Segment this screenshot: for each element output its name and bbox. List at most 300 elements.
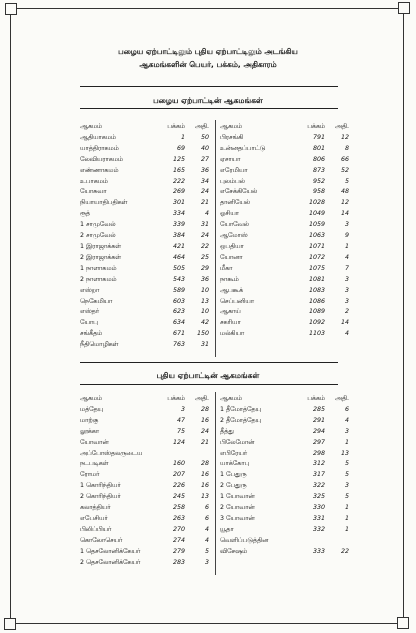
table-row xyxy=(80,481,209,492)
chapter-count: 12 xyxy=(340,133,349,141)
table-row xyxy=(80,242,209,253)
table-row xyxy=(220,416,349,427)
page-number: 75 xyxy=(176,427,185,435)
table-row xyxy=(220,264,349,275)
chapter-count: 22 xyxy=(200,242,209,250)
chapter-count: 36 xyxy=(200,275,209,283)
table-row xyxy=(220,177,349,188)
book-name xyxy=(220,558,297,569)
chapter-count: 40 xyxy=(200,144,209,152)
chapter-count: 24 xyxy=(200,427,209,435)
book-name: 2 சாமுவேல் xyxy=(80,232,116,240)
chapter-count: 36 xyxy=(200,166,209,174)
page-number: 1063 xyxy=(308,232,325,240)
page-number: 421 xyxy=(172,242,185,250)
book-name: லூக்கா xyxy=(80,427,100,435)
chapter-count: 31 xyxy=(200,221,209,229)
page-number: 285 xyxy=(312,405,325,413)
chapter-count: 1 xyxy=(344,242,349,250)
table-row xyxy=(80,166,209,177)
column-header-name: ஆகமம் xyxy=(220,395,243,402)
page-number: 1049 xyxy=(308,210,325,218)
table-row xyxy=(80,275,209,286)
table-row xyxy=(220,525,349,536)
page-number: 334 xyxy=(172,210,185,218)
table-row xyxy=(80,231,209,242)
page-number: 47 xyxy=(176,416,185,424)
book-name: கொலோசெயர் xyxy=(80,536,123,544)
book-name: ரூத் xyxy=(80,210,91,218)
chapter-count: 5 xyxy=(344,177,349,185)
page-number: 312 xyxy=(312,460,325,468)
page-number: 160 xyxy=(172,460,185,468)
book-name: எஸ்றா xyxy=(80,286,100,294)
chapter-count: 3 xyxy=(344,275,349,283)
chapter-count xyxy=(325,558,349,569)
page-number: 298 xyxy=(312,449,325,457)
new-testament-right-table xyxy=(220,394,349,568)
book-name: 1 பேதுரு xyxy=(220,471,247,479)
table-row xyxy=(80,340,209,351)
table-header-row xyxy=(220,122,349,133)
table-row xyxy=(220,438,349,449)
book-name: ஏசாயா xyxy=(220,155,241,163)
book-name: அப்போஸ்தலருடைய xyxy=(80,449,143,457)
book-name: எண்ணாகமம் xyxy=(80,166,119,174)
book-name: ரோமர் xyxy=(80,471,100,479)
table-row xyxy=(80,514,209,525)
book-name: 2 யோவான் xyxy=(220,504,255,512)
page-number: 1092 xyxy=(308,319,325,327)
book-name: 2 பேதுரு xyxy=(220,482,247,490)
page-number: 952 xyxy=(312,177,325,185)
table-row xyxy=(80,503,209,514)
book-name: ஆகாய் xyxy=(220,308,241,316)
table-row xyxy=(220,155,349,166)
page-number: 1081 xyxy=(308,275,325,283)
book-name: நியாயாதிபதிகள் xyxy=(80,199,128,207)
page-number: 958 xyxy=(312,188,325,196)
page-number: 330 xyxy=(312,504,325,512)
table-row xyxy=(220,481,349,492)
chapter-count: 13 xyxy=(200,297,209,305)
page-number: 873 xyxy=(312,166,325,174)
table-row xyxy=(80,286,209,297)
table-row xyxy=(220,470,349,481)
table-row xyxy=(80,558,209,569)
page-number: 322 xyxy=(312,482,325,490)
book-name: யாத்திராகமம் xyxy=(80,144,119,152)
book-name: செப்பனியா xyxy=(220,297,254,305)
book-name: புலம்பல் xyxy=(220,177,245,185)
column-header-chapters: அதி. xyxy=(334,123,349,130)
table-row xyxy=(80,525,209,536)
chapter-count: 3 xyxy=(344,221,349,229)
chapter-count: 42 xyxy=(200,319,209,327)
chapter-count: 4 xyxy=(204,525,209,533)
chapter-count: 48 xyxy=(340,188,349,196)
book-name: நடபடிகள் xyxy=(80,460,109,468)
page-number: 291 xyxy=(312,416,325,424)
page-number: 806 xyxy=(312,155,325,163)
page-number: 333 xyxy=(312,547,325,555)
chapter-count: 3 xyxy=(344,297,349,305)
book-name: யோவேல் xyxy=(220,221,249,229)
book-name: பிலேமோன் xyxy=(220,438,255,446)
page-number: 301 xyxy=(172,199,185,207)
table-row xyxy=(220,514,349,525)
table-header-row xyxy=(220,394,349,405)
page-number: 589 xyxy=(172,286,185,294)
column-header-page: பக்கம் xyxy=(307,123,325,130)
chapter-count: 150 xyxy=(196,330,209,338)
page-number: 791 xyxy=(312,133,325,141)
page-number: 297 xyxy=(312,438,325,446)
book-name: பிரசங்கி xyxy=(220,133,244,141)
table-row xyxy=(220,427,349,438)
book-name: 2 கொரிந்தியர் xyxy=(80,493,121,501)
table-row xyxy=(220,449,349,460)
page-number: 245 xyxy=(172,493,185,501)
table-row xyxy=(80,187,209,198)
book-name: எபிரேயர் xyxy=(220,449,248,457)
page-number: 332 xyxy=(312,525,325,533)
book-name: நீதிமொழிகள் xyxy=(80,341,119,349)
table-row xyxy=(80,459,209,470)
book-name: 1 தீமோத்தேயு xyxy=(220,405,262,413)
page-number: 1075 xyxy=(308,264,325,272)
table-row xyxy=(220,166,349,177)
book-name: மாற்கு xyxy=(80,416,99,424)
chapter-count: 50 xyxy=(200,133,209,141)
chapter-count: 24 xyxy=(200,232,209,240)
page-number: 222 xyxy=(172,177,185,185)
chapter-count: 3 xyxy=(204,558,209,566)
table-row xyxy=(80,133,209,144)
table-row xyxy=(220,133,349,144)
table-row xyxy=(220,220,349,231)
page-number: 1086 xyxy=(308,297,325,305)
table-row xyxy=(80,264,209,275)
chapter-count: 25 xyxy=(200,253,209,261)
chapter-count xyxy=(185,449,209,460)
page-number xyxy=(157,449,185,460)
book-name: ஒபதியா xyxy=(220,242,244,250)
chapter-count: 4 xyxy=(204,210,209,218)
book-name: 1 தெசலோனிக்கேயர் xyxy=(80,547,141,555)
book-name: ஆமோஸ் xyxy=(220,232,248,240)
column-header-page: பக்கம் xyxy=(167,123,185,130)
page-number: 294 xyxy=(312,427,325,435)
table-header-row xyxy=(80,122,209,133)
book-name: யாக்கோபு xyxy=(220,460,250,468)
chapter-count: 5 xyxy=(344,471,349,479)
chapter-count: 3 xyxy=(344,482,349,490)
table-row xyxy=(80,547,209,558)
chapter-count: 14 xyxy=(340,319,349,327)
page-number: 165 xyxy=(172,166,185,174)
chapter-count: 16 xyxy=(200,471,209,479)
chapter-count: 5 xyxy=(344,460,349,468)
page-number: 270 xyxy=(172,525,185,533)
chapter-count: 10 xyxy=(200,308,209,316)
table-row xyxy=(80,438,209,449)
chapter-count: 7 xyxy=(344,264,349,272)
column-header-chapters: அதி. xyxy=(194,395,209,402)
book-name: ஆதியாகமம் xyxy=(80,133,116,141)
table-row xyxy=(80,536,209,547)
page-number: 3 xyxy=(180,405,185,413)
chapter-count: 27 xyxy=(200,155,209,163)
page-number: 634 xyxy=(172,319,185,327)
chapter-count: 28 xyxy=(200,460,209,468)
column-header-chapters: அதி. xyxy=(334,395,349,402)
page-number: 384 xyxy=(172,232,185,240)
chapter-count: 1 xyxy=(344,504,349,512)
table-row xyxy=(220,405,349,416)
table-row xyxy=(80,492,209,503)
book-name: யோனா xyxy=(220,253,243,261)
page-number: 1083 xyxy=(308,286,325,294)
chapter-count: 5 xyxy=(344,493,349,501)
divider xyxy=(80,362,338,363)
table-row xyxy=(220,187,349,198)
page-number: 279 xyxy=(172,547,185,555)
chapter-count: 21 xyxy=(200,438,209,446)
book-name: கலாத்தியர் xyxy=(80,504,111,512)
page-number: 1071 xyxy=(308,242,325,250)
page-number: 317 xyxy=(312,471,325,479)
table-row xyxy=(220,329,349,340)
chapter-count: 52 xyxy=(340,166,349,174)
table-row xyxy=(220,198,349,209)
chapter-count: 3 xyxy=(344,286,349,294)
book-name: 2 நாளாகமம் xyxy=(80,275,117,283)
page-number: 1059 xyxy=(308,221,325,229)
table-row xyxy=(80,416,209,427)
table-row xyxy=(220,503,349,514)
divider xyxy=(80,86,338,87)
chapter-count: 4 xyxy=(344,253,349,261)
page-number xyxy=(297,558,325,569)
book-name: 2 தெசலோனிக்கேயர் xyxy=(80,558,141,566)
border-corner-top-right xyxy=(398,2,410,14)
chapter-count: 5 xyxy=(204,547,209,555)
table-row xyxy=(80,198,209,209)
book-name: 1 யோவான் xyxy=(220,493,255,501)
table-row xyxy=(220,558,349,569)
table-row xyxy=(80,449,209,460)
book-name: தீத்து xyxy=(220,427,234,435)
table-row xyxy=(80,427,209,438)
book-name: பிலிப்பியர் xyxy=(80,525,112,533)
page-number: 226 xyxy=(172,482,185,490)
page-number: 464 xyxy=(172,253,185,261)
book-name: வெளிப்படுத்தின xyxy=(220,536,269,544)
chapter-count: 8 xyxy=(344,144,349,152)
column-header-page: பக்கம் xyxy=(307,395,325,402)
page-number: 801 xyxy=(312,144,325,152)
table-header-row xyxy=(80,394,209,405)
chapter-count: 1 xyxy=(344,525,349,533)
chapter-count: 1 xyxy=(344,438,349,446)
book-name: சங்கீதம் xyxy=(80,330,103,338)
page-number: 505 xyxy=(172,264,185,272)
chapter-count: 1 xyxy=(344,514,349,522)
book-name: 2 இராஜாக்கள் xyxy=(80,253,121,261)
page-number: 763 xyxy=(172,341,185,349)
page-number: 125 xyxy=(172,155,185,163)
chapter-count: 16 xyxy=(200,482,209,490)
divider xyxy=(80,384,338,385)
page-number: 69 xyxy=(176,144,185,152)
page-number: 339 xyxy=(172,221,185,229)
chapter-count xyxy=(325,536,349,547)
page-number: 1072 xyxy=(308,253,325,261)
book-name: 2 தீமோத்தேயு xyxy=(220,416,262,424)
book-name: யோபு xyxy=(80,319,98,327)
column-header-page: பக்கம் xyxy=(167,395,185,402)
chapter-count: 13 xyxy=(340,449,349,457)
page-title-line2: ஆகமங்களின் பெயர், பக்கம், அதிகாரம் xyxy=(139,60,277,69)
page-number: 1028 xyxy=(308,199,325,207)
border-corner-bottom-left xyxy=(4,618,16,630)
table-row xyxy=(220,340,349,351)
chapter-count: 2 xyxy=(344,308,349,316)
chapter-count: 31 xyxy=(200,341,209,349)
table-row xyxy=(220,536,349,547)
table-row xyxy=(220,297,349,308)
book-name: எஸ்தர் xyxy=(80,308,100,316)
book-name: உபாகமம் xyxy=(80,177,108,185)
table-row xyxy=(220,318,349,329)
page-number: 1103 xyxy=(308,330,325,338)
page-number: 263 xyxy=(172,514,185,522)
page-number: 603 xyxy=(172,297,185,305)
table-row xyxy=(220,307,349,318)
chapter-count: 24 xyxy=(200,188,209,196)
table-row xyxy=(80,209,209,220)
new-testament-heading: புதிய ஏற்பாட்டின் ஆகமங்கள் xyxy=(156,371,260,380)
chapter-count: 13 xyxy=(200,493,209,501)
book-name: யோசுவா xyxy=(80,188,107,196)
table-row xyxy=(220,492,349,503)
page-number: 124 xyxy=(172,438,185,446)
table-row xyxy=(220,209,349,220)
column-header-name: ஆகமம் xyxy=(80,123,103,130)
table-row xyxy=(220,275,349,286)
table-row xyxy=(220,459,349,470)
table-row xyxy=(220,144,349,155)
table-row xyxy=(220,242,349,253)
table-row xyxy=(80,405,209,416)
page-number: 325 xyxy=(312,493,325,501)
book-name: எபேசியர் xyxy=(80,514,108,522)
chapter-count: 4 xyxy=(204,536,209,544)
table-row xyxy=(80,470,209,481)
book-name: 1 கொரிந்தியர் xyxy=(80,482,121,490)
book-name: 1 இராஜாக்கள் xyxy=(80,242,121,250)
table-row xyxy=(220,286,349,297)
old-testament-heading: பழைய ஏற்பாட்டின் ஆகமங்கள் xyxy=(153,96,263,105)
column-header-name: ஆகமம் xyxy=(80,395,103,402)
book-name: ஆபகூக் xyxy=(220,286,243,294)
book-name: யூதா xyxy=(220,525,234,533)
page-title-line1: பழைய ஏற்பாட்டிலும் புதிய ஏற்பாட்டிலும் அடங்கிய xyxy=(118,47,298,56)
book-name: விசேஷம் xyxy=(220,547,248,555)
book-name: மத்தேயு xyxy=(80,405,104,413)
book-name: ஓசியா xyxy=(220,210,239,218)
page-number: 1089 xyxy=(308,308,325,316)
book-name: 1 நாளாகமம் xyxy=(80,264,117,272)
chapter-count: 9 xyxy=(344,232,349,240)
chapter-count: 28 xyxy=(200,405,209,413)
chapter-count: 6 xyxy=(344,405,349,413)
table-row xyxy=(80,144,209,155)
page-number: 1 xyxy=(180,133,185,141)
page-number: 258 xyxy=(172,504,185,512)
chapter-count: 6 xyxy=(204,504,209,512)
table-row xyxy=(80,220,209,231)
book-name: நெகேமியா xyxy=(80,297,113,305)
table-row xyxy=(220,231,349,242)
page-number: 543 xyxy=(172,275,185,283)
chapter-count: 34 xyxy=(200,177,209,185)
chapter-count: 14 xyxy=(340,210,349,218)
page-number: 671 xyxy=(172,330,185,338)
column-header-name: ஆகமம் xyxy=(220,123,243,130)
old-testament-left-table xyxy=(80,122,209,351)
chapter-count: 3 xyxy=(344,427,349,435)
page-number: 331 xyxy=(312,514,325,522)
page-number xyxy=(297,536,325,547)
book-name: எசேக்கியேல் xyxy=(220,188,258,196)
book-name: எரேமியா xyxy=(220,166,248,174)
book-name: லேவியராகமம் xyxy=(80,155,123,163)
book-name: 3 யோவான் xyxy=(220,514,255,522)
page-number xyxy=(297,340,325,351)
table-row xyxy=(80,177,209,188)
book-name: மீகா xyxy=(220,264,233,272)
chapter-count xyxy=(325,340,349,351)
book-name: உன்னதப்பாட்டு xyxy=(220,144,266,152)
table-row xyxy=(220,253,349,264)
divider xyxy=(80,108,338,109)
book-name: தானியேல் xyxy=(220,199,251,207)
chapter-count: 21 xyxy=(200,199,209,207)
chapter-count: 29 xyxy=(200,264,209,272)
chapter-count: 22 xyxy=(340,547,349,555)
table-row xyxy=(80,318,209,329)
book-name: சகரியா xyxy=(220,319,241,327)
book-name: மல்கியா xyxy=(220,330,245,338)
chapter-count: 16 xyxy=(200,416,209,424)
table-row xyxy=(220,547,349,558)
chapter-count: 4 xyxy=(344,416,349,424)
column-header-chapters: அதி. xyxy=(194,123,209,130)
column-divider xyxy=(215,120,216,357)
page-number: 623 xyxy=(172,308,185,316)
column-divider xyxy=(215,392,216,575)
table-row xyxy=(80,329,209,340)
page-number: 283 xyxy=(172,558,185,566)
book-name xyxy=(220,340,297,351)
table-row xyxy=(80,155,209,166)
table-row xyxy=(80,307,209,318)
chapter-count: 66 xyxy=(340,155,349,163)
page-number: 207 xyxy=(172,471,185,479)
book-name: நாகூம் xyxy=(220,275,239,283)
